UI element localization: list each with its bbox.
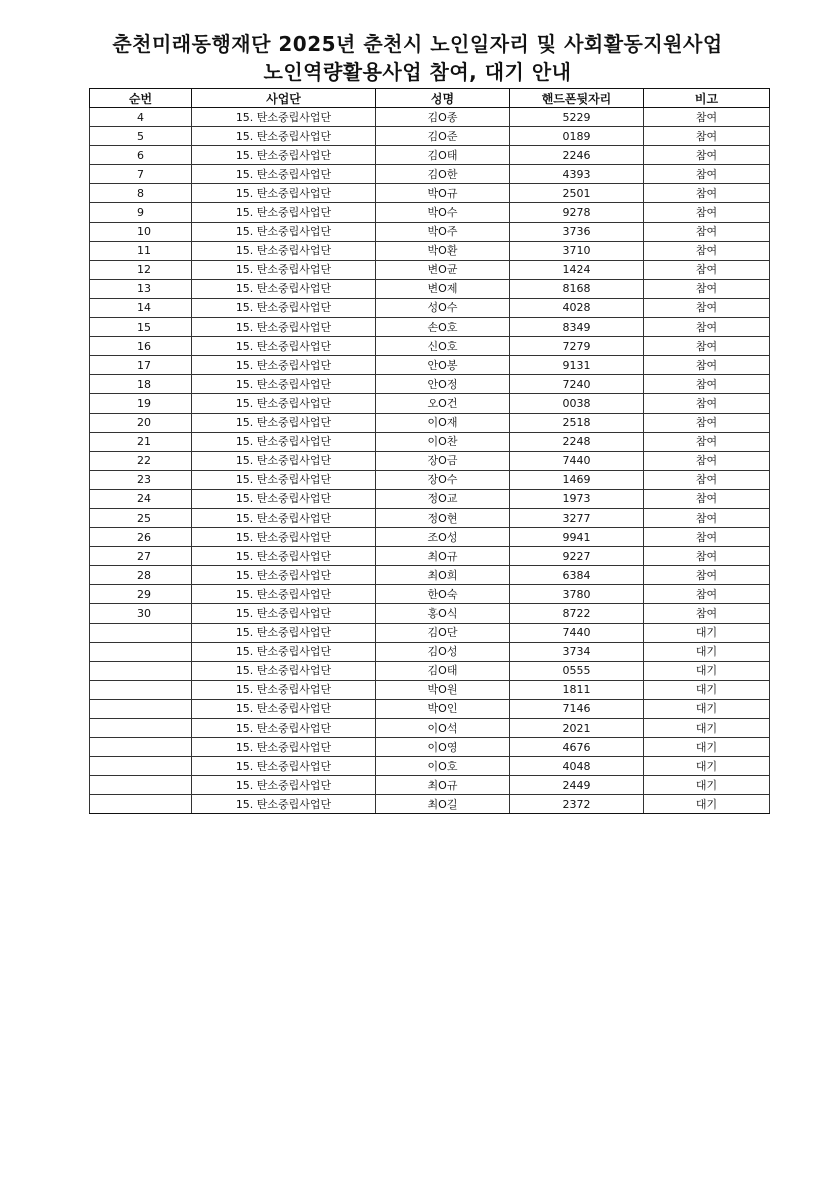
cell-project: 15. 탄소중립사업단 [192, 566, 376, 585]
cell-name: 최O길 [376, 795, 510, 814]
cell-number [90, 776, 192, 795]
cell-project: 15. 탄소중립사업단 [192, 489, 376, 508]
header-remarks: 비고 [644, 89, 770, 108]
cell-project: 15. 탄소중립사업단 [192, 165, 376, 184]
cell-name: 변O제 [376, 279, 510, 298]
table-row [90, 165, 770, 184]
cell-remarks: 참여 [644, 356, 770, 375]
cell-phone-last-digits: 8168 [510, 279, 644, 298]
cell-project: 15. 탄소중립사업단 [192, 470, 376, 489]
cell-remarks: 참여 [644, 375, 770, 394]
header-number: 순번 [90, 89, 192, 108]
cell-phone-last-digits: 4676 [510, 738, 644, 757]
document-subtitle: 노인역량활용사업 참여, 대기 안내 [263, 60, 572, 84]
cell-name: 이O영 [376, 738, 510, 757]
cell-project: 15. 탄소중립사업단 [192, 795, 376, 814]
cell-number: 19 [90, 394, 192, 413]
cell-name: 박O규 [376, 184, 510, 203]
cell-number: 27 [90, 547, 192, 566]
cell-name: 이O찬 [376, 432, 510, 451]
table-row [90, 203, 770, 222]
cell-name: 김O태 [376, 146, 510, 165]
cell-name: 최O희 [376, 566, 510, 585]
cell-remarks: 참여 [644, 108, 770, 127]
cell-name: 이O석 [376, 719, 510, 738]
cell-number: 20 [90, 413, 192, 432]
cell-project: 15. 탄소중립사업단 [192, 547, 376, 566]
cell-phone-last-digits: 4028 [510, 298, 644, 317]
cell-phone-last-digits: 0555 [510, 661, 644, 680]
cell-remarks: 참여 [644, 165, 770, 184]
cell-remarks: 참여 [644, 566, 770, 585]
cell-number: 16 [90, 337, 192, 356]
cell-phone-last-digits: 3277 [510, 508, 644, 527]
table-row [90, 528, 770, 547]
cell-project: 15. 탄소중립사업단 [192, 413, 376, 432]
cell-project: 15. 탄소중립사업단 [192, 337, 376, 356]
cell-name: 박O주 [376, 222, 510, 241]
cell-name: 안O정 [376, 375, 510, 394]
cell-project: 15. 탄소중립사업단 [192, 127, 376, 146]
cell-number: 15 [90, 318, 192, 337]
cell-name: 이O재 [376, 413, 510, 432]
table-row [90, 356, 770, 375]
table-row [90, 776, 770, 795]
cell-remarks: 대기 [644, 738, 770, 757]
cell-number [90, 757, 192, 776]
cell-number: 9 [90, 203, 192, 222]
table-row [90, 222, 770, 241]
table-row [90, 566, 770, 585]
cell-project: 15. 탄소중립사업단 [192, 432, 376, 451]
cell-number: 14 [90, 298, 192, 317]
cell-number: 7 [90, 165, 192, 184]
table-row [90, 508, 770, 527]
cell-phone-last-digits: 3734 [510, 642, 644, 661]
cell-number [90, 623, 192, 642]
cell-name: 김O단 [376, 623, 510, 642]
header-project: 사업단 [192, 89, 376, 108]
cell-phone-last-digits: 9941 [510, 528, 644, 547]
cell-phone-last-digits: 9131 [510, 356, 644, 375]
cell-project: 15. 탄소중립사업단 [192, 642, 376, 661]
table-row [90, 795, 770, 814]
cell-phone-last-digits: 4048 [510, 757, 644, 776]
cell-project: 15. 탄소중립사업단 [192, 108, 376, 127]
cell-phone-last-digits: 6384 [510, 566, 644, 585]
table-row [90, 279, 770, 298]
cell-project: 15. 탄소중립사업단 [192, 623, 376, 642]
table-row [90, 337, 770, 356]
cell-number: 22 [90, 451, 192, 470]
cell-name: 김O종 [376, 108, 510, 127]
cell-phone-last-digits: 2021 [510, 719, 644, 738]
cell-name: 장O금 [376, 451, 510, 470]
cell-phone-last-digits: 3710 [510, 241, 644, 260]
cell-project: 15. 탄소중립사업단 [192, 451, 376, 470]
cell-name: 최O규 [376, 547, 510, 566]
cell-remarks: 참여 [644, 547, 770, 566]
cell-number [90, 699, 192, 718]
cell-remarks: 참여 [644, 528, 770, 547]
cell-name: 한O숙 [376, 585, 510, 604]
cell-number: 6 [90, 146, 192, 165]
document-title: 춘천미래동행재단 2025년 춘천시 노인일자리 및 사회활동지원사업 [112, 32, 723, 56]
cell-name: 김O태 [376, 661, 510, 680]
cell-phone-last-digits: 8349 [510, 318, 644, 337]
table-row [90, 413, 770, 432]
cell-number: 4 [90, 108, 192, 127]
cell-remarks: 참여 [644, 318, 770, 337]
table-row [90, 394, 770, 413]
cell-phone-last-digits: 7440 [510, 623, 644, 642]
cell-project: 15. 탄소중립사업단 [192, 203, 376, 222]
table-row [90, 260, 770, 279]
cell-remarks: 참여 [644, 432, 770, 451]
table-row [90, 318, 770, 337]
cell-project: 15. 탄소중립사업단 [192, 146, 376, 165]
cell-remarks: 참여 [644, 222, 770, 241]
cell-phone-last-digits: 1469 [510, 470, 644, 489]
header-name: 성명 [376, 89, 510, 108]
cell-project: 15. 탄소중립사업단 [192, 528, 376, 547]
cell-phone-last-digits: 2372 [510, 795, 644, 814]
cell-name: 박O원 [376, 680, 510, 699]
cell-number: 30 [90, 604, 192, 623]
table-row [90, 184, 770, 203]
cell-remarks: 대기 [644, 623, 770, 642]
cell-phone-last-digits: 2501 [510, 184, 644, 203]
cell-name: 홍O식 [376, 604, 510, 623]
cell-phone-last-digits: 8722 [510, 604, 644, 623]
table-row [90, 604, 770, 623]
cell-name: 장O수 [376, 470, 510, 489]
cell-phone-last-digits: 7146 [510, 699, 644, 718]
cell-phone-last-digits: 3736 [510, 222, 644, 241]
cell-name: 박O수 [376, 203, 510, 222]
header-phone-last-digits: 핸드폰뒷자리 [510, 89, 644, 108]
cell-number: 5 [90, 127, 192, 146]
table-row [90, 642, 770, 661]
cell-name: 이O호 [376, 757, 510, 776]
table-row [90, 108, 770, 127]
cell-project: 15. 탄소중립사업단 [192, 738, 376, 757]
cell-project: 15. 탄소중립사업단 [192, 279, 376, 298]
cell-project: 15. 탄소중립사업단 [192, 318, 376, 337]
cell-remarks: 참여 [644, 203, 770, 222]
table-row [90, 451, 770, 470]
cell-project: 15. 탄소중립사업단 [192, 776, 376, 795]
cell-name: 박O환 [376, 241, 510, 260]
table-row [90, 127, 770, 146]
table-body [90, 108, 770, 814]
table-row [90, 585, 770, 604]
cell-project: 15. 탄소중립사업단 [192, 356, 376, 375]
cell-name: 김O성 [376, 642, 510, 661]
cell-phone-last-digits: 2518 [510, 413, 644, 432]
table-row [90, 757, 770, 776]
table-row [90, 298, 770, 317]
cell-remarks: 대기 [644, 719, 770, 738]
cell-number [90, 719, 192, 738]
cell-number [90, 642, 192, 661]
cell-project: 15. 탄소중립사업단 [192, 375, 376, 394]
participant-table [89, 88, 770, 814]
cell-phone-last-digits: 9278 [510, 203, 644, 222]
cell-number: 26 [90, 528, 192, 547]
table-row [90, 680, 770, 699]
cell-project: 15. 탄소중립사업단 [192, 184, 376, 203]
cell-number: 10 [90, 222, 192, 241]
cell-number: 24 [90, 489, 192, 508]
cell-number: 29 [90, 585, 192, 604]
cell-phone-last-digits: 0038 [510, 394, 644, 413]
cell-remarks: 참여 [644, 394, 770, 413]
cell-remarks: 참여 [644, 127, 770, 146]
cell-remarks: 참여 [644, 279, 770, 298]
cell-name: 김O준 [376, 127, 510, 146]
table-row [90, 719, 770, 738]
cell-name: 변O균 [376, 260, 510, 279]
cell-remarks: 참여 [644, 508, 770, 527]
cell-phone-last-digits: 1811 [510, 680, 644, 699]
cell-number: 21 [90, 432, 192, 451]
cell-project: 15. 탄소중립사업단 [192, 508, 376, 527]
cell-number [90, 661, 192, 680]
cell-phone-last-digits: 9227 [510, 547, 644, 566]
cell-phone-last-digits: 7279 [510, 337, 644, 356]
cell-remarks: 참여 [644, 260, 770, 279]
cell-remarks: 대기 [644, 642, 770, 661]
cell-name: 정O교 [376, 489, 510, 508]
cell-project: 15. 탄소중립사업단 [192, 604, 376, 623]
cell-phone-last-digits: 2449 [510, 776, 644, 795]
table-row [90, 432, 770, 451]
table-row [90, 146, 770, 165]
cell-number: 17 [90, 356, 192, 375]
cell-phone-last-digits: 7440 [510, 451, 644, 470]
cell-remarks: 참여 [644, 184, 770, 203]
cell-phone-last-digits: 5229 [510, 108, 644, 127]
cell-project: 15. 탄소중립사업단 [192, 699, 376, 718]
cell-number: 12 [90, 260, 192, 279]
table-row [90, 489, 770, 508]
cell-remarks: 참여 [644, 337, 770, 356]
cell-remarks: 대기 [644, 699, 770, 718]
cell-remarks: 참여 [644, 241, 770, 260]
cell-project: 15. 탄소중립사업단 [192, 298, 376, 317]
cell-phone-last-digits: 1424 [510, 260, 644, 279]
cell-number [90, 738, 192, 757]
cell-name: 신O호 [376, 337, 510, 356]
cell-remarks: 대기 [644, 661, 770, 680]
cell-number: 25 [90, 508, 192, 527]
cell-phone-last-digits: 0189 [510, 127, 644, 146]
cell-phone-last-digits: 2248 [510, 432, 644, 451]
cell-phone-last-digits: 4393 [510, 165, 644, 184]
table-row [90, 470, 770, 489]
cell-remarks: 참여 [644, 146, 770, 165]
cell-number [90, 680, 192, 699]
cell-name: 손O호 [376, 318, 510, 337]
cell-project: 15. 탄소중립사업단 [192, 222, 376, 241]
cell-name: 안O봉 [376, 356, 510, 375]
cell-name: 정O현 [376, 508, 510, 527]
cell-phone-last-digits: 7240 [510, 375, 644, 394]
table-row [90, 623, 770, 642]
cell-number: 28 [90, 566, 192, 585]
cell-project: 15. 탄소중립사업단 [192, 661, 376, 680]
cell-number: 8 [90, 184, 192, 203]
cell-remarks: 대기 [644, 680, 770, 699]
table-row [90, 738, 770, 757]
cell-remarks: 대기 [644, 795, 770, 814]
cell-number: 23 [90, 470, 192, 489]
cell-remarks: 대기 [644, 776, 770, 795]
table-row [90, 241, 770, 260]
cell-remarks: 참여 [644, 604, 770, 623]
cell-name: 성O수 [376, 298, 510, 317]
cell-name: 최O규 [376, 776, 510, 795]
cell-number: 11 [90, 241, 192, 260]
cell-remarks: 참여 [644, 489, 770, 508]
cell-number: 18 [90, 375, 192, 394]
cell-project: 15. 탄소중립사업단 [192, 680, 376, 699]
cell-number [90, 795, 192, 814]
cell-project: 15. 탄소중립사업단 [192, 260, 376, 279]
table-row [90, 547, 770, 566]
cell-remarks: 참여 [644, 470, 770, 489]
cell-remarks: 참여 [644, 413, 770, 432]
cell-phone-last-digits: 3780 [510, 585, 644, 604]
cell-name: 조O성 [376, 528, 510, 547]
table-row [90, 661, 770, 680]
table-row [90, 375, 770, 394]
cell-name: 박O인 [376, 699, 510, 718]
cell-remarks: 참여 [644, 298, 770, 317]
cell-project: 15. 탄소중립사업단 [192, 719, 376, 738]
cell-project: 15. 탄소중립사업단 [192, 241, 376, 260]
cell-name: 김O한 [376, 165, 510, 184]
cell-remarks: 참여 [644, 585, 770, 604]
cell-name: 오O건 [376, 394, 510, 413]
table-row [90, 699, 770, 718]
cell-project: 15. 탄소중립사업단 [192, 757, 376, 776]
cell-remarks: 대기 [644, 757, 770, 776]
cell-number: 13 [90, 279, 192, 298]
cell-phone-last-digits: 1973 [510, 489, 644, 508]
cell-remarks: 참여 [644, 451, 770, 470]
cell-project: 15. 탄소중립사업단 [192, 585, 376, 604]
cell-project: 15. 탄소중립사업단 [192, 394, 376, 413]
cell-phone-last-digits: 2246 [510, 146, 644, 165]
table-header-row [90, 89, 770, 108]
